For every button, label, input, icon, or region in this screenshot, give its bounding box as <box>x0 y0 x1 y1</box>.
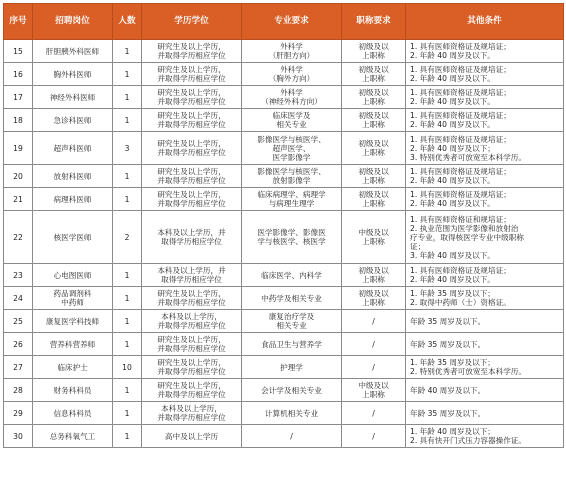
cell-no: 26 <box>4 333 33 356</box>
cell-post-line: 肝胆胰外科医师 <box>45 46 100 56</box>
cell-major <box>242 109 342 132</box>
cell-major-line: 外科学 <box>280 88 303 97</box>
cell-conditions-line: 2. 年龄 40 周岁及以下。 <box>410 176 495 185</box>
cell-education <box>142 425 242 448</box>
cell-conditions <box>406 188 564 211</box>
cell-post-line: 临床护士 <box>57 362 88 372</box>
cell-conditions <box>406 425 564 448</box>
cell-title-line: 上职称 <box>362 74 385 83</box>
cell-conditions-line: 1. 年龄 35 周岁及以下； <box>410 358 495 367</box>
cell-major-line: 影像医学与核医学、 <box>257 134 326 144</box>
cell-title-line: 初级及以 <box>358 139 389 148</box>
cell-conditions-line: 2. 具有快开门式压力容器操作证。 <box>410 436 526 445</box>
cell-education <box>142 109 242 132</box>
cell-no: 21 <box>4 188 33 211</box>
cell-count: 1 <box>113 63 142 86</box>
cell-title-line: 上职称 <box>362 199 385 208</box>
cell-post-line: 神经外科医师 <box>49 92 96 102</box>
cell-title-line: 中级及以 <box>358 228 389 237</box>
cell-education-line: 并取得学历相应学位 <box>157 413 226 422</box>
cell-conditions-line: 2. 特别优秀者可放宽至本科学历。 <box>410 367 526 376</box>
cell-post-line: 营养科营养师 <box>49 339 96 349</box>
cell-major-line: 医学影像学、影像医 <box>257 228 326 237</box>
cell-post-line: 康复医学科技师 <box>45 316 100 326</box>
cell-title-line: 上职称 <box>362 237 385 246</box>
cell-post <box>33 40 113 63</box>
cell-post <box>33 188 113 211</box>
cell-education-line: 研究生及以上学历， <box>157 65 226 74</box>
cell-title-line: / <box>372 431 375 441</box>
table-row <box>4 356 564 379</box>
cell-major <box>242 211 342 264</box>
cell-title <box>342 40 406 63</box>
cell-education-line: 研究生及以上学历， <box>157 167 226 176</box>
table-body <box>4 40 564 448</box>
cell-post <box>33 63 113 86</box>
cell-count: 1 <box>113 109 142 132</box>
cell-conditions-line: 年龄 35 周岁及以下。 <box>410 408 486 418</box>
cell-post <box>33 264 113 287</box>
cell-conditions-line: 1. 具有医师资格证及规培证； <box>410 167 511 176</box>
cell-major-line: 临床医学及 <box>272 111 311 120</box>
cell-post <box>33 356 113 379</box>
table-row <box>4 63 564 86</box>
cell-post <box>33 402 113 425</box>
table-row <box>4 333 564 356</box>
cell-count: 1 <box>113 165 142 188</box>
header-cell-title: 职称要求 <box>342 4 406 40</box>
cell-education <box>142 40 242 63</box>
cell-major-line: 外科学 <box>280 65 303 74</box>
cell-education-line: 研究生及以上学历， <box>157 88 226 97</box>
cell-post-line: 财务科科员 <box>53 385 92 395</box>
cell-post-line: 核医学医师 <box>53 232 92 242</box>
table-row <box>4 310 564 333</box>
cell-title-line: 上职称 <box>362 51 385 60</box>
cell-no: 20 <box>4 165 33 188</box>
cell-major-line: 临床医学、内科学 <box>261 270 322 280</box>
cell-post-line: 病理科医师 <box>53 194 92 204</box>
cell-major-line: 计算机相关专业 <box>264 408 319 418</box>
cell-count: 1 <box>113 379 142 402</box>
table-row <box>4 165 564 188</box>
cell-conditions-line: 2. 年龄 40 周岁及以下。 <box>410 97 495 106</box>
cell-conditions-line: 1. 年龄 35 周岁及以下； <box>410 289 495 298</box>
cell-education-line: 并取得学历相应学位 <box>157 51 226 60</box>
cell-conditions-line: 3. 年龄 40 周岁及以下。 <box>410 250 495 260</box>
cell-post <box>33 132 113 165</box>
cell-major-line: 超声医学、 <box>272 143 311 153</box>
cell-major-line: 中药学及相关专业 <box>261 293 322 303</box>
cell-conditions-line: 1. 具有医师资格证及规培证； <box>410 134 511 144</box>
cell-title <box>342 333 406 356</box>
cell-no: 22 <box>4 211 33 264</box>
cell-post <box>33 425 113 448</box>
cell-conditions-line: 2. 年龄 40 周岁及以下； <box>410 143 495 153</box>
cell-conditions-line: 1. 具有医师资格证及规培证； <box>410 190 511 199</box>
cell-title-line: 初级及以 <box>358 167 389 176</box>
cell-major <box>242 264 342 287</box>
cell-major-line: 食品卫生与营养学 <box>261 339 322 349</box>
cell-conditions <box>406 40 564 63</box>
cell-conditions-line: 1. 具有医师资格证及规培证； <box>410 42 511 51</box>
cell-major-line: 会计学及相关专业 <box>261 385 322 395</box>
cell-conditions-line: 2. 年龄 40 周岁及以下。 <box>410 275 495 284</box>
cell-major <box>242 379 342 402</box>
cell-no: 16 <box>4 63 33 86</box>
cell-title-line: 上职称 <box>362 97 385 106</box>
table-row <box>4 40 564 63</box>
cell-count: 1 <box>113 86 142 109</box>
cell-conditions <box>406 264 564 287</box>
cell-education-line: 本科及以上学历，并 <box>157 228 226 237</box>
table-row <box>4 109 564 132</box>
cell-education <box>142 132 242 165</box>
cell-title <box>342 287 406 310</box>
cell-education-line: 研究生及以上学历， <box>157 358 226 367</box>
cell-count: 1 <box>113 425 142 448</box>
table-row <box>4 86 564 109</box>
table-row <box>4 402 564 425</box>
cell-title <box>342 211 406 264</box>
cell-major-line: 影像医学与核医学、 <box>257 167 326 176</box>
cell-education-line: 研究生及以上学历， <box>157 42 226 51</box>
cell-title-line: 上职称 <box>362 390 385 399</box>
cell-title-line: 初级及以 <box>358 111 389 120</box>
header-cell-no: 序号 <box>4 4 33 40</box>
cell-education-line: 并取得学历相应学位 <box>157 298 226 307</box>
cell-major-line: 医学影像学 <box>272 152 311 162</box>
cell-conditions <box>406 109 564 132</box>
cell-title-line: 中级及以 <box>358 381 389 390</box>
cell-post <box>33 287 113 310</box>
cell-no: 15 <box>4 40 33 63</box>
cell-major-line: 临床病理学、病理学 <box>257 190 326 199</box>
cell-title-line: 上职称 <box>362 275 385 284</box>
header-cell-major: 专业要求 <box>242 4 342 40</box>
cell-education <box>142 333 242 356</box>
cell-conditions-line: 2. 取得中药师（士）资格证。 <box>410 298 511 307</box>
cell-major <box>242 132 342 165</box>
cell-count: 1 <box>113 188 142 211</box>
cell-count: 2 <box>113 211 142 264</box>
table-row <box>4 132 564 165</box>
cell-title-line: / <box>372 316 375 326</box>
cell-no: 19 <box>4 132 33 165</box>
cell-title-line: 上职称 <box>362 298 385 307</box>
table-row <box>4 264 564 287</box>
cell-education-line: 高中及以上学历 <box>164 431 219 441</box>
recruitment-table <box>3 3 564 448</box>
cell-conditions-line: 年龄 35 周岁及以下。 <box>410 316 486 326</box>
cell-post <box>33 109 113 132</box>
cell-count: 10 <box>113 356 142 379</box>
cell-major-line: 外科学 <box>280 42 303 51</box>
cell-post-line: 胸外科医师 <box>53 69 92 79</box>
cell-title <box>342 132 406 165</box>
cell-conditions <box>406 333 564 356</box>
cell-post <box>33 165 113 188</box>
cell-major-line: （神经外科方向） <box>261 97 322 106</box>
cell-education-line: 研究生及以上学历， <box>157 139 226 148</box>
cell-title <box>342 63 406 86</box>
cell-education-line: 并取得学历相应学位 <box>157 120 226 129</box>
cell-major <box>242 287 342 310</box>
cell-education-line: 研究生及以上学历， <box>157 111 226 120</box>
cell-education-line: 并取得学历相应学位 <box>157 321 226 330</box>
cell-conditions <box>406 132 564 165</box>
cell-conditions-line: 疗专业，取得核医学专业中级职称 <box>410 232 524 242</box>
cell-title-line: 初级及以 <box>358 88 389 97</box>
cell-conditions <box>406 63 564 86</box>
cell-major <box>242 40 342 63</box>
cell-major <box>242 356 342 379</box>
cell-conditions-line: 2. 年龄 40 周岁及以下。 <box>410 120 495 129</box>
cell-title-line: 上职称 <box>362 148 385 157</box>
cell-no: 17 <box>4 86 33 109</box>
cell-conditions-line: 1. 年龄 40 周岁及以下； <box>410 427 495 436</box>
cell-title <box>342 188 406 211</box>
cell-education-line: 并取得学历相应学位 <box>157 390 226 399</box>
cell-title <box>342 425 406 448</box>
table-row <box>4 188 564 211</box>
cell-major-line: / <box>290 431 293 441</box>
header-cell-count: 人数 <box>113 4 142 40</box>
cell-major-line: 与病理生理学 <box>268 199 315 208</box>
cell-post-line: 心电图医师 <box>53 270 92 280</box>
cell-post <box>33 211 113 264</box>
cell-education-line: 并取得学历相应学位 <box>157 199 226 208</box>
cell-education-line: 并取得学历相应学位 <box>157 148 226 157</box>
cell-post-line: 药品调剂科 <box>53 289 92 298</box>
cell-no: 28 <box>4 379 33 402</box>
table-row <box>4 211 564 264</box>
cell-title <box>342 109 406 132</box>
table-row <box>4 287 564 310</box>
cell-conditions-line: 1. 具有医师资格证及规培证； <box>410 88 511 97</box>
cell-post-line: 总务科氧气工 <box>49 431 96 441</box>
cell-conditions <box>406 310 564 333</box>
cell-major <box>242 63 342 86</box>
cell-major <box>242 310 342 333</box>
cell-conditions-line: 2. 年龄 40 周岁及以下。 <box>410 199 495 208</box>
cell-title <box>342 310 406 333</box>
cell-conditions-line: 2. 执业范围为医学影像和放射治 <box>410 223 519 233</box>
cell-no: 18 <box>4 109 33 132</box>
cell-conditions-line: 1. 具有医师资格证和规培证； <box>410 214 511 224</box>
cell-education-line: 研究生及以上学历， <box>157 289 226 298</box>
cell-conditions-line: 证； <box>410 241 426 251</box>
recruitment-table-container <box>3 3 563 448</box>
cell-education <box>142 287 242 310</box>
cell-education-line: 研究生及以上学历， <box>157 335 226 344</box>
cell-title-line: 初级及以 <box>358 289 389 298</box>
cell-post <box>33 333 113 356</box>
cell-title-line: / <box>372 339 375 349</box>
cell-major-line: 康复治疗学及 <box>268 312 315 321</box>
cell-no: 30 <box>4 425 33 448</box>
cell-post <box>33 86 113 109</box>
header-row <box>4 4 564 40</box>
cell-education-line: 并取得学历相应学位 <box>157 74 226 83</box>
cell-education <box>142 86 242 109</box>
cell-major-line: （胸外方向） <box>268 74 315 83</box>
cell-education <box>142 63 242 86</box>
table-row <box>4 379 564 402</box>
table-header <box>4 4 564 40</box>
cell-education <box>142 165 242 188</box>
cell-conditions-line: 年龄 40 周岁及以下。 <box>410 385 486 395</box>
cell-education-line: 并取得学历相应学位 <box>157 367 226 376</box>
cell-major <box>242 188 342 211</box>
cell-conditions-line: 3. 特别优秀者可放宽至本科学历。 <box>410 152 526 162</box>
cell-title-line: 上职称 <box>362 176 385 185</box>
cell-title <box>342 86 406 109</box>
cell-title <box>342 264 406 287</box>
cell-major <box>242 333 342 356</box>
cell-education <box>142 379 242 402</box>
cell-education <box>142 356 242 379</box>
cell-conditions <box>406 402 564 425</box>
cell-count: 1 <box>113 264 142 287</box>
cell-education-line: 本科及以上学历， <box>161 312 222 321</box>
cell-title <box>342 165 406 188</box>
cell-count: 1 <box>113 333 142 356</box>
cell-title <box>342 379 406 402</box>
cell-education-line: 并取得学历相应学位 <box>157 176 226 185</box>
cell-conditions <box>406 356 564 379</box>
cell-major-line: 相关专业 <box>276 120 307 129</box>
cell-conditions-line: 1. 具有医师资格证及规培证； <box>410 65 511 74</box>
cell-no: 23 <box>4 264 33 287</box>
cell-count: 1 <box>113 287 142 310</box>
cell-count: 3 <box>113 132 142 165</box>
cell-major-line: 相关专业 <box>276 321 307 330</box>
cell-major <box>242 425 342 448</box>
cell-title-line: / <box>372 362 375 372</box>
cell-post <box>33 379 113 402</box>
cell-count: 1 <box>113 402 142 425</box>
cell-conditions <box>406 379 564 402</box>
cell-title-line: 初级及以 <box>358 65 389 74</box>
cell-post-line: 中药师 <box>61 298 84 307</box>
cell-major-line: 放射影像学 <box>272 176 311 185</box>
cell-education-line: 并取得学历相应学位 <box>157 97 226 106</box>
cell-education <box>142 211 242 264</box>
cell-education-line: 本科及以上学历， <box>161 404 222 413</box>
cell-title-line: 初级及以 <box>358 266 389 275</box>
cell-education-line: 研究生及以上学历， <box>157 190 226 199</box>
cell-conditions-line: 1. 具有医师资格证及规培证； <box>410 266 511 275</box>
cell-major-line: 护理学 <box>280 362 303 372</box>
cell-conditions-line: 2. 年龄 40 周岁及以下。 <box>410 51 495 60</box>
cell-post <box>33 310 113 333</box>
cell-post-line: 放射科医师 <box>53 171 92 181</box>
cell-education <box>142 264 242 287</box>
cell-post-line: 超声科医师 <box>53 143 92 153</box>
cell-count: 1 <box>113 310 142 333</box>
cell-no: 29 <box>4 402 33 425</box>
cell-major <box>242 86 342 109</box>
cell-conditions <box>406 211 564 264</box>
cell-conditions-line: 2. 年龄 40 周岁及以下。 <box>410 74 495 83</box>
cell-education <box>142 188 242 211</box>
cell-post-line: 信息科科员 <box>53 408 92 418</box>
cell-major <box>242 402 342 425</box>
cell-education-line: 取得学历相应学位 <box>161 275 222 284</box>
cell-conditions <box>406 86 564 109</box>
cell-conditions <box>406 165 564 188</box>
cell-no: 25 <box>4 310 33 333</box>
cell-title-line: 上职称 <box>362 120 385 129</box>
cell-title-line: 初级及以 <box>358 42 389 51</box>
cell-major <box>242 165 342 188</box>
cell-education-line: 研究生及以上学历， <box>157 381 226 390</box>
cell-no: 24 <box>4 287 33 310</box>
cell-title <box>342 402 406 425</box>
cell-education-line: 本科及以上学历，并 <box>157 266 226 275</box>
cell-education <box>142 310 242 333</box>
cell-major-line: 学与核医学、核医学 <box>257 237 326 246</box>
cell-title-line: 初级及以 <box>358 190 389 199</box>
cell-count: 1 <box>113 40 142 63</box>
cell-education <box>142 402 242 425</box>
header-cell-post: 招聘岗位 <box>33 4 113 40</box>
cell-major-line: （肝胆方向） <box>268 51 315 60</box>
table-row <box>4 425 564 448</box>
cell-conditions <box>406 287 564 310</box>
cell-education-line: 并取得学历相应学位 <box>157 344 226 353</box>
header-cell-education: 学历学位 <box>142 4 242 40</box>
cell-no: 27 <box>4 356 33 379</box>
cell-title-line: / <box>372 408 375 418</box>
header-cell-conditions: 其他条件 <box>406 4 564 40</box>
cell-post-line: 急诊科医师 <box>53 115 92 125</box>
cell-education-line: 取得学历相应学位 <box>161 237 222 246</box>
cell-conditions-line: 1. 具有医师资格证及规培证； <box>410 111 511 120</box>
cell-title <box>342 356 406 379</box>
cell-conditions-line: 年龄 35 周岁及以下。 <box>410 339 486 349</box>
